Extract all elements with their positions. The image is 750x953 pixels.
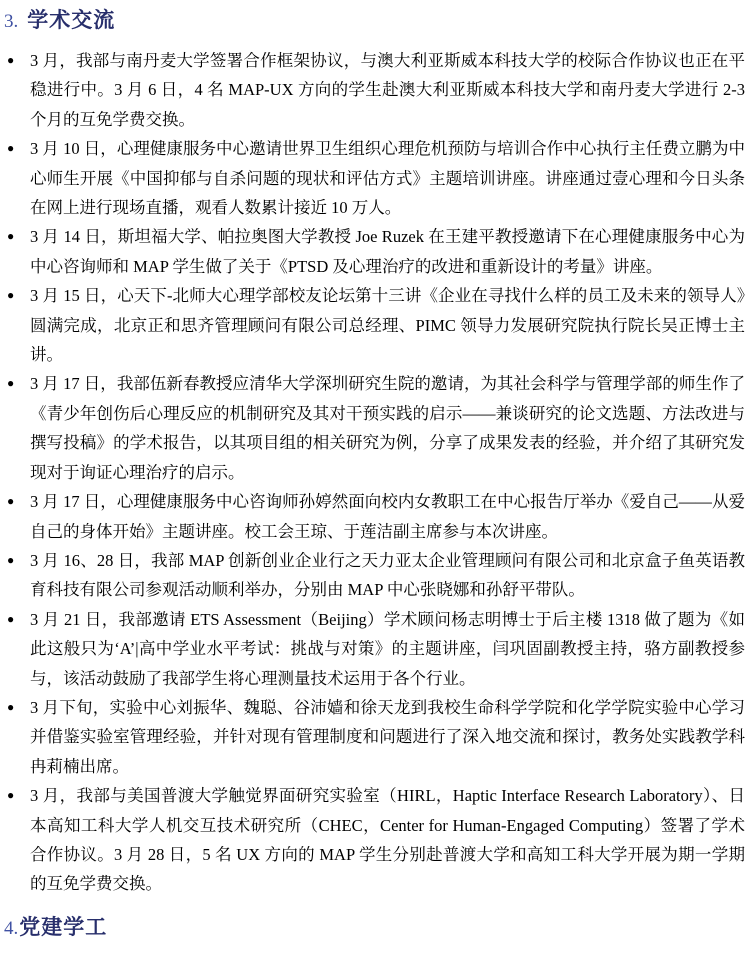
section-3-bullet-list bbox=[4, 46, 745, 899]
bullet-text: 3 月 17 日，心理健康服务中心咨询师孙婷然面向校内女教职工在中心报告厅举办《爱自己——从爱自己的身体开始》主题讲座。校工会王琼、于莲洁副主席参与本次讲座。 bbox=[30, 492, 745, 541]
bullet-icon: ● bbox=[7, 699, 15, 714]
bullet-icon: ● bbox=[7, 552, 15, 567]
section-3-title: 学术交流 bbox=[27, 8, 116, 32]
list-item bbox=[4, 46, 745, 134]
section-4-number: 4. bbox=[4, 917, 19, 939]
list-item bbox=[4, 222, 745, 281]
bullet-text: 3 月 17 日，我部伍新春教授应清华大学深圳研究生院的邀请，为其社会科学与管理学部的师生作了《青少年创伤后心理反应的机制研究及其对干预实践的启示——兼谈研究的论文选题、方法改进与撰写投稿》的学术报告，以其项目组的相关研究为例，分享了成果发表的经验，并介绍了其研究发现对于询证心理治疗的启示。 bbox=[30, 374, 745, 482]
bullet-text: 3 月 10 日，心理健康服务中心邀请世界卫生组织心理危机预防与培训合作中心执行主任费立鹏为中心师生开展《中国抑郁与自杀问题的现状和评估方式》主题培训讲座。讲座通过壹心理和今日头条在网上进行现场直播，观看人数累计接近 10 万人。 bbox=[30, 139, 745, 218]
section-4-title: 党建学工 bbox=[19, 914, 108, 939]
list-item bbox=[4, 546, 745, 605]
list-item bbox=[4, 369, 745, 487]
bullet-text: 3 月下旬，实验中心刘振华、魏聪、谷沛嫱和徐天龙到我校生命科学学院和化学学院实验中心学习并借鉴实验室管理经验，并针对现有管理制度和问题进行了深入地交流和探讨，教务处实践教学科冉莉楠出席。 bbox=[30, 697, 745, 776]
section-4-heading bbox=[4, 913, 745, 943]
bullet-icon: ● bbox=[7, 229, 15, 244]
section-3-heading bbox=[4, 6, 745, 36]
section-3-number: 3. bbox=[4, 11, 19, 32]
bullet-icon: ● bbox=[7, 141, 15, 156]
list-item bbox=[4, 134, 745, 222]
list-item bbox=[4, 693, 745, 781]
bullet-text: 3 月 14 日，斯坦福大学、帕拉奥图大学教授 Joe Ruzek 在王建平教授邀请下在心理健康服务中心为中心咨询师和 MAP 学生做了关于《PTSD 及心理治疗的改进和重新设计的考量》讲座。 bbox=[30, 227, 745, 276]
bullet-text: 3 月，我部与美国普渡大学触觉界面研究实验室（HIRL，Haptic Interface Research Laboratory）、日本高知工科大学人机交互技术研究所（CHEC，Center for Human-Engaged Computing）签署了学术合作协议。3 月 28 日，5 名 UX 方向的 MAP 学生分别赴普渡大学和高知工科大学开展为期一学期的互免学费交换。 bbox=[30, 786, 745, 894]
bullet-text: 3 月，我部与南丹麦大学签署合作框架协议，与澳大利亚斯威本科技大学的校际合作协议也正在平稳进行中。3 月 6 日，4 名 MAP-UX 方向的学生赴澳大利亚斯威本科技大学和南丹麦大学进行 2-3 个月的互免学费交换。 bbox=[30, 51, 745, 129]
bullet-icon: ● bbox=[7, 53, 15, 67]
list-item bbox=[4, 781, 745, 899]
bullet-icon: ● bbox=[7, 611, 15, 626]
bullet-text: 3 月 21 日，我部邀请 ETS Assessment（Beijing）学术顾问杨志明博士于后主楼 1318 做了题为《如此这般只为‘A’|高中学业水平考试：挑战与对策》的主题讲座，闫巩固副教授主持，骆方副教授参与，该活动鼓励了我部学生将心理测量技术运用于各个行业。 bbox=[30, 609, 745, 688]
list-item bbox=[4, 605, 745, 693]
list-item bbox=[4, 281, 745, 369]
bullet-icon: ● bbox=[7, 376, 15, 391]
bullet-icon: ● bbox=[7, 288, 15, 303]
bullet-text: 3 月 15 日，心天下-北师大心理学部校友论坛第十三讲《企业在寻找什么样的员工及未来的领导人》圆满完成，北京正和思齐管理顾问有限公司总经理、PIMC 领导力发展研究院执行院长吴正博士主讲。 bbox=[30, 286, 745, 365]
bullet-icon: ● bbox=[7, 788, 15, 803]
bullet-icon: ● bbox=[7, 494, 15, 509]
bullet-text: 3 月 16、28 日，我部 MAP 创新创业企业行之天力亚太企业管理顾问有限公司和北京盒子鱼英语教育科技有限公司参观活动顺利举办，分别由 MAP 中心张晓娜和孙舒平带队。 bbox=[30, 550, 745, 600]
list-item bbox=[4, 487, 745, 546]
